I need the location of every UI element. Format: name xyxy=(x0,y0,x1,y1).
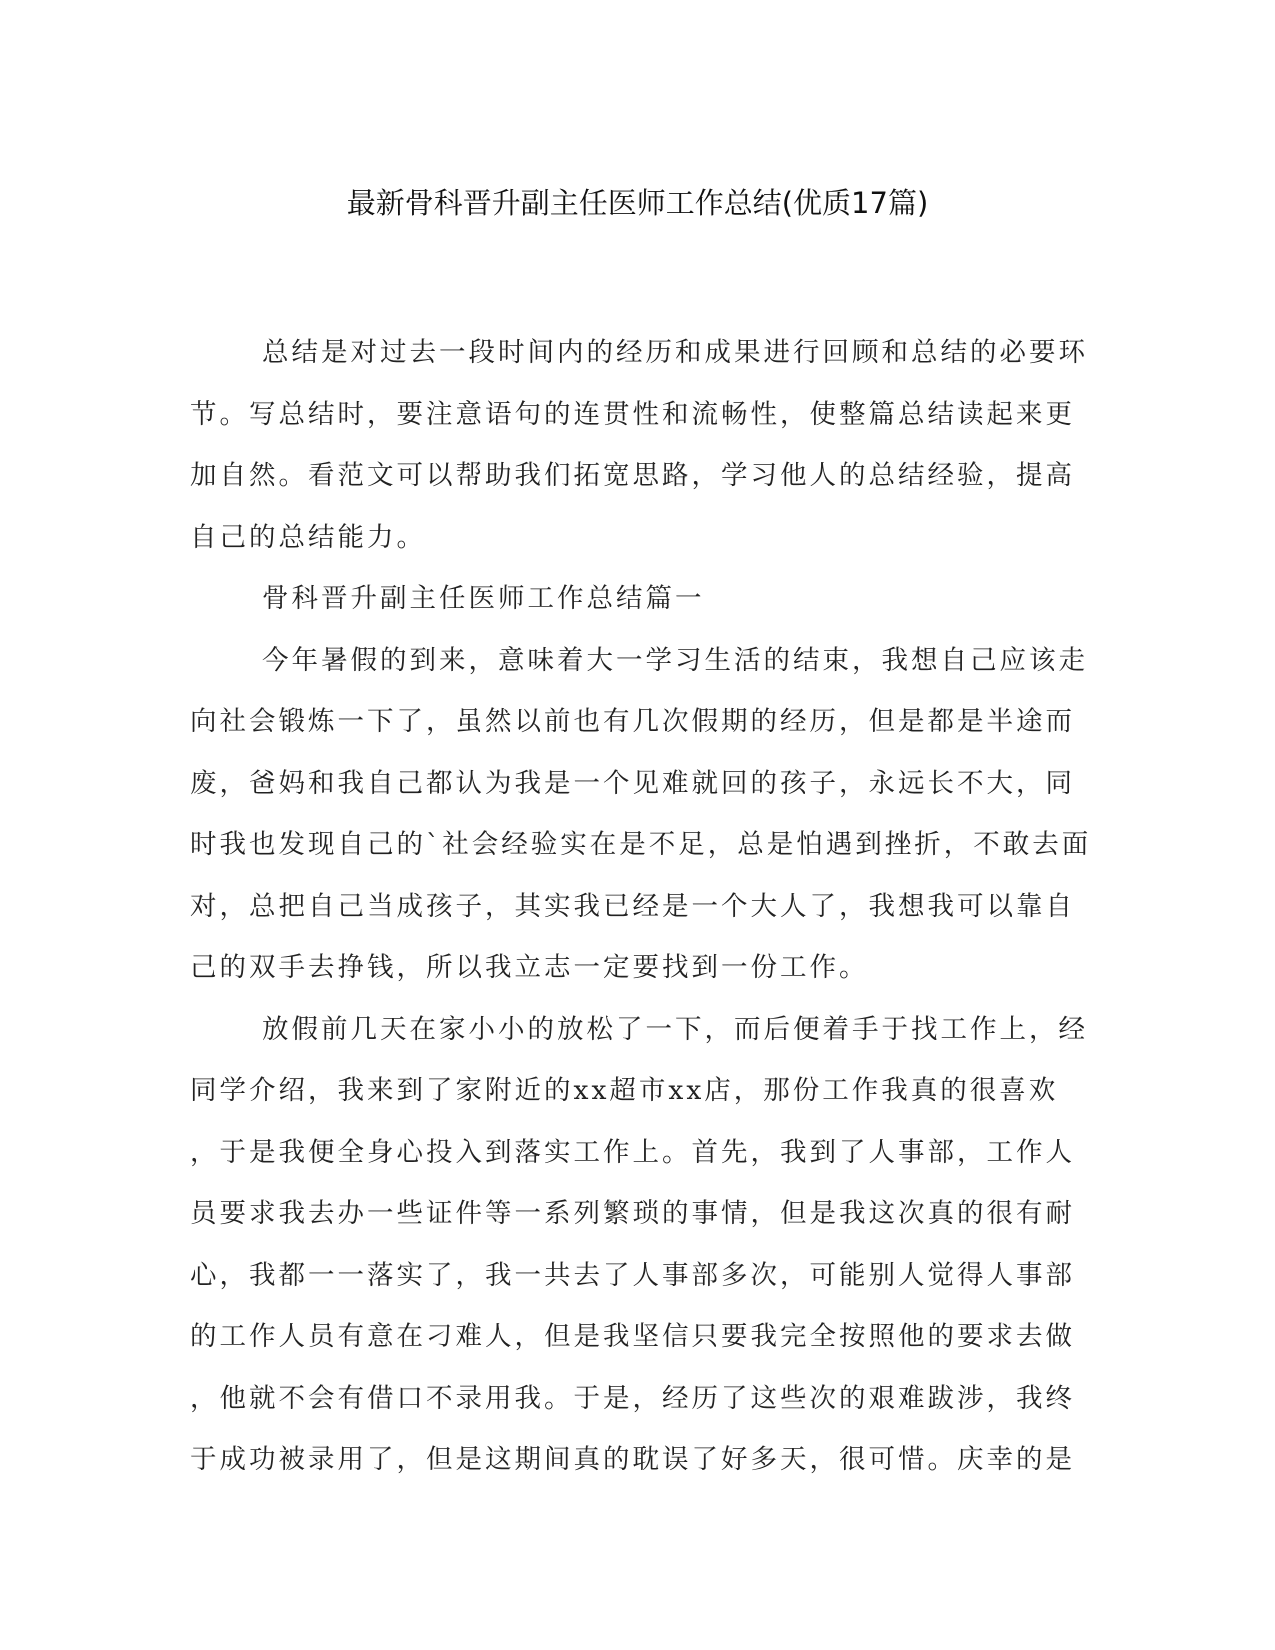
paragraph-line: 总结是对过去一段时间内的经历和成果进行回顾和总结的必要环 xyxy=(262,337,1088,368)
paragraph-line: 员要求我去办一些证件等一系列繁琐的事情，但是我这次真的很有耐 xyxy=(190,1198,1075,1229)
paragraph-line: 自己的总结能力。 xyxy=(190,521,426,553)
paragraph-line: 节。写总结时，要注意语句的连贯性和流畅性，使整篇总结读起来更 xyxy=(190,398,1075,430)
document-title: 最新骨科晋升副主任医师工作总结(优质17篇) xyxy=(346,186,929,220)
paragraph-line: 废，爸妈和我自己都认为我是一个见难就回的孩子，永远长不大，同 xyxy=(190,767,1075,799)
section-heading: 骨科晋升副主任医师工作总结篇一 xyxy=(262,583,705,614)
paragraph-line: 的工作人员有意在刁难人，但是我坚信只要我完全按照他的要求去做 xyxy=(190,1321,1075,1352)
paragraph-line: 对，总把自己当成孩子，其实我已经是一个大人了，我想我可以靠自 xyxy=(190,890,1075,922)
paragraph-line: 同学介绍，我来到了家附近的xx超市xx店，那份工作我真的很喜欢 xyxy=(190,1075,1059,1106)
paragraph-line: 放假前几天在家小小的放松了一下，而后便着手于找工作上，经 xyxy=(262,1013,1088,1045)
paragraph-line: 于成功被录用了，但是这期间真的耽误了好多天，很可惜。庆幸的是 xyxy=(190,1444,1075,1475)
paragraph-line: 今年暑假的到来，意味着大一学习生活的结束，我想自己应该走 xyxy=(262,644,1088,676)
paragraph-line: 向社会锻炼一下了，虽然以前也有几次假期的经历，但是都是半途而 xyxy=(190,706,1075,737)
paragraph-line: 己的双手去挣钱，所以我立志一定要找到一份工作。 xyxy=(190,952,869,983)
paragraph-line: 加自然。看范文可以帮助我们拓宽思路，学习他人的总结经验，提高 xyxy=(190,460,1075,491)
paragraph-line: 心，我都一一落实了，我一共去了人事部多次，可能别人觉得人事部 xyxy=(190,1259,1075,1291)
document-body xyxy=(190,322,1092,1491)
paragraph-line: ，于是我便全身心投入到落实工作上。首先，我到了人事部，工作人 xyxy=(190,1136,1075,1168)
paragraph-line: 时我也发现自己的`社会经验实在是不足，总是怕遇到挫折，不敢去面 xyxy=(190,829,1092,860)
paragraph-line: ，他就不会有借口不录用我。于是，经历了这些次的艰难跋涉，我终 xyxy=(190,1382,1075,1414)
